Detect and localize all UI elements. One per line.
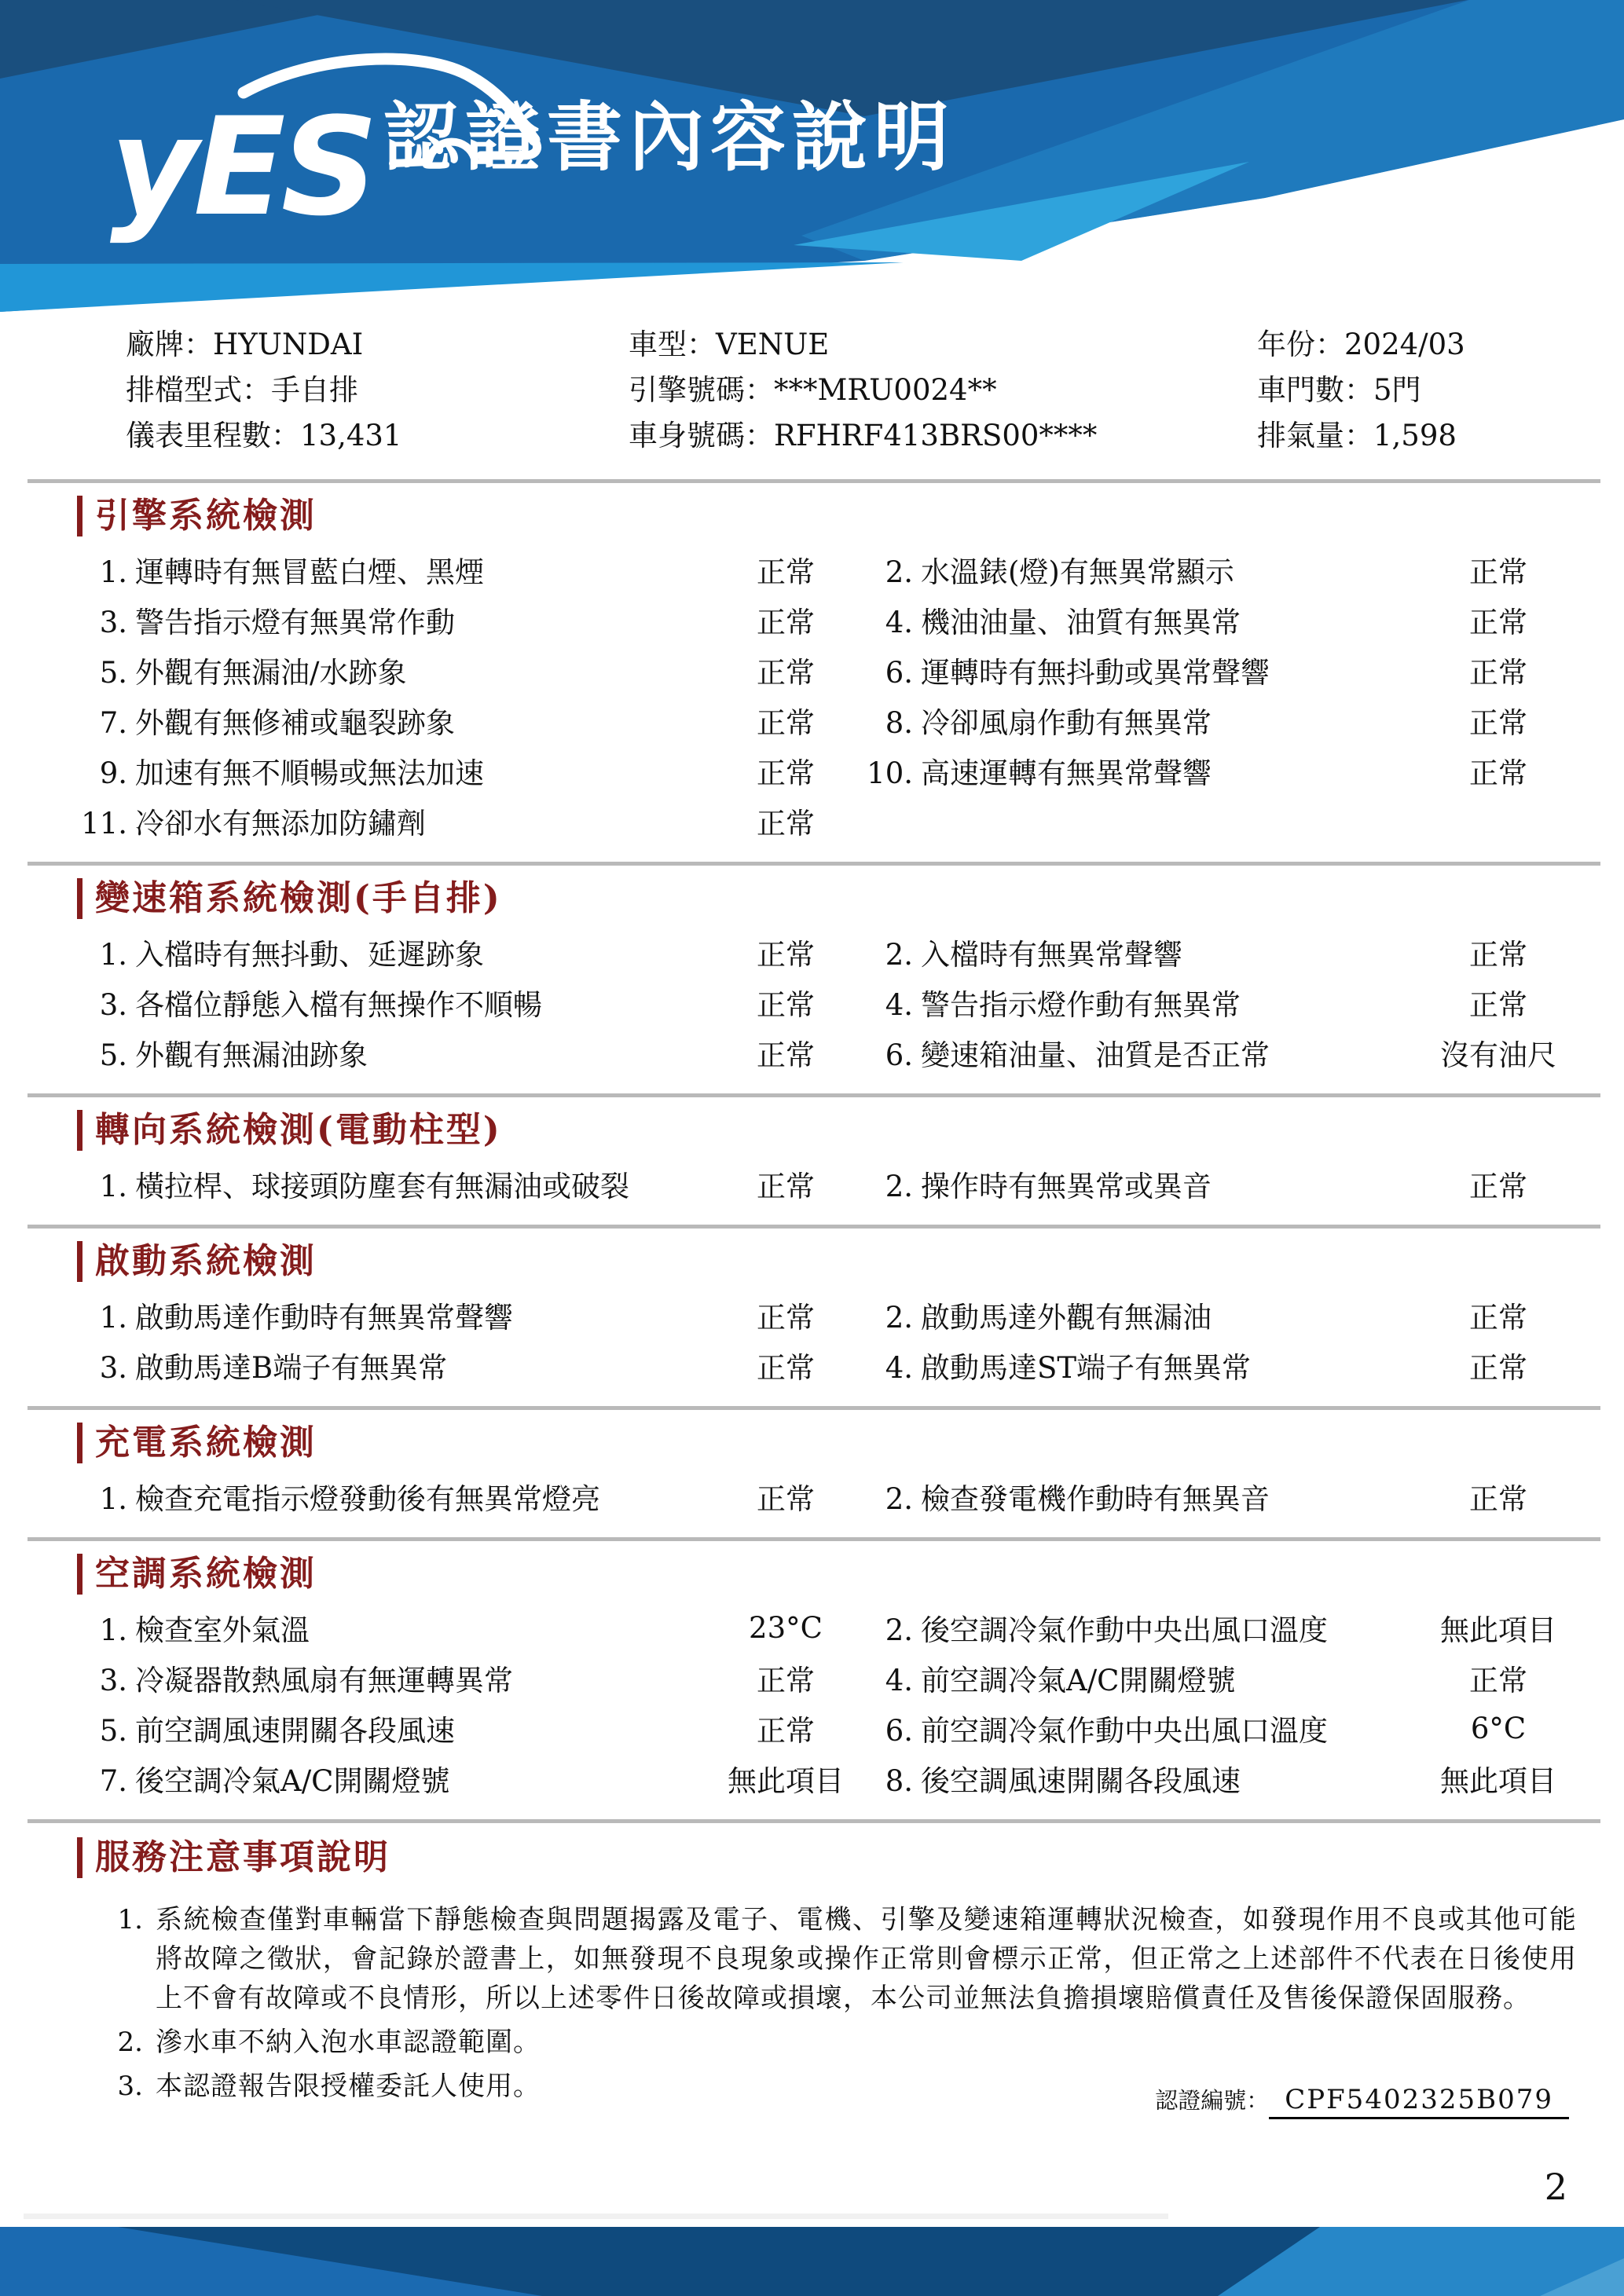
item-text: 前空調冷氣作動中央出風口溫度: [921, 1714, 1328, 1748]
section-title: 空調系統檢測: [95, 1554, 317, 1594]
section-title-row: [77, 878, 1624, 919]
inspection-row: [0, 1290, 1624, 1340]
inspection-section: [0, 1423, 1624, 1541]
item-result: 正常: [757, 1301, 815, 1335]
item-text: 啟動馬達ST端子有無異常: [921, 1351, 1252, 1385]
section-title: 充電系統檢測: [95, 1423, 317, 1463]
note-number: 2.: [117, 2027, 143, 2058]
title-accent-bar: [77, 496, 82, 536]
vehicle-info-field: [126, 368, 629, 413]
vehicle-field-value: 2024/03: [1344, 328, 1465, 361]
inspection-section: [0, 1241, 1624, 1410]
item-number: 3.: [99, 1664, 127, 1697]
item-text: 檢查充電指示燈發動後有無異常燈亮: [135, 1482, 600, 1516]
item-result: 正常: [1469, 656, 1527, 690]
inspection-row: [0, 595, 1624, 645]
item-text: 檢查發電機作動時有無異音: [921, 1482, 1270, 1516]
vehicle-field-value: 1,598: [1373, 419, 1457, 452]
vehicle-field-label: 引擎號碼：: [629, 373, 774, 407]
page-number: 2: [1544, 2166, 1567, 2208]
inspection-item: [79, 981, 707, 1023]
vehicle-field-value: VENUE: [716, 328, 830, 361]
inspection-item: [79, 548, 707, 591]
inspection-row: [0, 1602, 1624, 1653]
item-number: 2.: [885, 938, 913, 972]
service-notes-title: 服務注意事項說明: [95, 1837, 390, 1877]
item-text: 啟動馬達作動時有無異常聲響: [135, 1301, 513, 1335]
item-result: 正常: [757, 807, 815, 840]
item-result: 正常: [1469, 1482, 1527, 1516]
inspection-item: [864, 599, 1404, 641]
item-result: 正常: [757, 1038, 815, 1072]
item-number: 4.: [885, 1351, 913, 1385]
vehicle-info-column: [1257, 322, 1593, 459]
inspection-item: [79, 800, 707, 842]
inspection-item: [864, 931, 1404, 973]
inspection-section: [0, 496, 1624, 866]
item-number: 5.: [99, 656, 127, 690]
title-accent-bar: [77, 1423, 82, 1463]
item-result: 無此項目: [1440, 1613, 1556, 1647]
title-accent-bar: [77, 1110, 82, 1151]
item-text: 橫拉桿、球接頭防塵套有無漏油或破裂: [135, 1170, 629, 1203]
item-text: 啟動馬達B端子有無異常: [135, 1351, 448, 1385]
item-result: 正常: [1469, 988, 1527, 1022]
footer-banner-graphic: [0, 2227, 1624, 2296]
vehicle-info-field: [126, 322, 629, 368]
item-result: 23°C: [749, 1610, 823, 1645]
vehicle-field-value: RFHRF413BRS00****: [774, 419, 1098, 452]
item-text: 外觀有無漏油跡象: [135, 1038, 368, 1072]
item-text: 警告指示燈作動有無異常: [921, 988, 1241, 1022]
note-number: 3.: [117, 2071, 143, 2102]
item-result: 正常: [1469, 706, 1527, 740]
item-result: 正常: [757, 1482, 815, 1516]
page-title: 認證書內容說明: [383, 93, 955, 181]
item-number: 5.: [99, 1714, 127, 1748]
item-number: 3.: [99, 1351, 127, 1385]
item-text: 後空調冷氣作動中央出風口溫度: [921, 1613, 1328, 1647]
separator-line: [27, 1406, 1600, 1410]
inspection-row: [0, 1703, 1624, 1753]
inspection-row: [0, 1753, 1624, 1803]
inspection-item: [864, 749, 1404, 792]
vehicle-info-field: [1257, 322, 1593, 368]
certificate-number-value: CPF5402325B079: [1269, 2084, 1569, 2119]
section-title: 變速箱系統檢測(手自排): [95, 878, 502, 918]
inspection-item: [864, 1657, 1404, 1699]
note-text: 系統檢查僅對車輛當下靜態檢查與問題揭露及電子、電機、引擎及變速箱運轉狀況檢查，如發現作用不良或其他可能將故障之徵狀，會記錄於證書上，如無發現不良現象或操作正常則會標示正常，但正常之上述部件不代表在日後使用上不會有故障或不良情形，所以上述零件日後故障或損壞，本公司並無法負擔損壞賠償責任及售後保證保固服務。: [156, 1904, 1577, 2014]
vehicle-field-label: 年份：: [1257, 328, 1344, 361]
item-result: 無此項目: [1440, 1764, 1556, 1798]
vehicle-info-field: [1257, 413, 1593, 459]
inspection-row: [0, 1340, 1624, 1390]
section-title-row: [77, 1423, 1624, 1463]
inspection-item: [79, 599, 707, 641]
item-text: 運轉時有無冒藍白煙、黑煙: [135, 555, 484, 589]
vehicle-field-label: 車型：: [629, 328, 716, 361]
page-header: [0, 0, 1624, 314]
title-accent-bar: [77, 1241, 82, 1282]
inspection-row: [0, 1471, 1624, 1522]
item-text: 前空調冷氣A/C開關燈號: [921, 1664, 1236, 1697]
item-text: 警告指示燈有無異常作動: [135, 606, 455, 639]
item-result: 正常: [757, 555, 815, 589]
section-rows: [0, 544, 1624, 846]
vehicle-info-field: [629, 322, 1257, 368]
inspection-item: [79, 1707, 707, 1749]
item-text: 後空調冷氣A/C開關燈號: [135, 1764, 450, 1798]
item-text: 運轉時有無抖動或異常聲響: [921, 656, 1270, 690]
inspection-row: [0, 645, 1624, 695]
certificate-number-label: 認證編號：: [1155, 2087, 1270, 2114]
vehicle-field-value: 5門: [1373, 373, 1421, 407]
vehicle-info-field: [126, 413, 629, 459]
inspection-item: [864, 1294, 1404, 1336]
yes-logo-text: yES: [110, 88, 374, 246]
item-result: 正常: [757, 1170, 815, 1203]
item-number: 7.: [99, 1764, 127, 1798]
item-text: 後空調風速開關各段風速: [921, 1764, 1241, 1798]
item-text: 水溫錶(燈)有無異常顯示: [921, 555, 1234, 589]
item-number: 4.: [885, 606, 913, 639]
vehicle-field-value: 13,431: [300, 419, 402, 452]
vehicle-info-column: [126, 322, 629, 459]
inspection-row: [0, 977, 1624, 1027]
item-number: 8.: [885, 1764, 913, 1798]
inspection-section: [0, 1554, 1624, 1823]
item-text: 檢查室外氣溫: [135, 1613, 310, 1647]
item-result: 6°C: [1470, 1711, 1527, 1745]
page-footer: [0, 2227, 1624, 2296]
footer-light-strip: [24, 2214, 1168, 2219]
item-number: 5.: [99, 1038, 127, 1072]
inspection-row: [0, 1653, 1624, 1703]
title-accent-bar: [77, 878, 82, 919]
item-result: 正常: [757, 1351, 815, 1385]
service-notes-title-row: [77, 1837, 1624, 1878]
item-result: 正常: [757, 656, 815, 690]
item-number: 1.: [99, 1613, 127, 1647]
item-number: 7.: [99, 706, 127, 740]
inspection-section: [0, 878, 1624, 1097]
inspection-row: [0, 1159, 1624, 1209]
inspection-item: [864, 1707, 1404, 1749]
inspection-item: [864, 1606, 1404, 1649]
item-number: 9.: [99, 756, 127, 790]
vehicle-field-label: 車身號碼：: [629, 419, 774, 452]
item-text: 入檔時有無異常聲響: [921, 938, 1182, 972]
inspection-sections: [0, 496, 1624, 1823]
vehicle-field-value: ***MRU0024**: [774, 373, 997, 407]
vehicle-field-value: HYUNDAI: [213, 328, 364, 361]
item-result: 正常: [757, 1714, 815, 1748]
inspection-item: [864, 1757, 1404, 1800]
vehicle-info-field: [629, 368, 1257, 413]
section-title: 轉向系統檢測(電動柱型): [95, 1110, 502, 1150]
item-number: 1.: [99, 1482, 127, 1516]
item-text: 啟動馬達外觀有無漏油: [921, 1301, 1212, 1335]
note-text: 本認證報告限授權委託人使用。: [156, 2071, 541, 2102]
section-rows: [0, 1290, 1624, 1390]
inspection-item: [864, 1163, 1404, 1205]
section-title: 引擎系統檢測: [95, 496, 317, 536]
item-text: 操作時有無異常或異音: [921, 1170, 1212, 1203]
item-result: 正常: [757, 756, 815, 790]
title-accent-bar: [77, 1554, 82, 1595]
item-result: 正常: [1469, 1301, 1527, 1335]
item-result: 正常: [757, 938, 815, 972]
vehicle-info-field: [629, 413, 1257, 459]
service-note: [102, 2023, 1577, 2062]
item-number: 6.: [885, 1038, 913, 1072]
item-text: 外觀有無修補或龜裂跡象: [135, 706, 455, 740]
item-number: 3.: [99, 606, 127, 639]
item-number: 10.: [867, 756, 913, 790]
vehicle-field-value: 手自排: [271, 373, 358, 407]
inspection-item: [79, 649, 707, 691]
inspection-row: [0, 796, 1624, 846]
item-text: 冷凝器散熱風扇有無運轉異常: [135, 1664, 513, 1697]
item-number: 1.: [99, 555, 127, 589]
vehicle-info-field: [1257, 368, 1593, 413]
vehicle-field-label: 儀表里程數：: [126, 419, 300, 452]
item-number: 1.: [99, 1170, 127, 1203]
inspection-item: [79, 1031, 707, 1074]
inspection-item: [864, 1344, 1404, 1386]
item-text: 外觀有無漏油/水跡象: [135, 656, 407, 690]
inspection-item: [79, 1344, 707, 1386]
service-note: [102, 1900, 1577, 2018]
note-text: 滲水車不納入泡水車認證範圍。: [156, 2027, 541, 2058]
item-number: 2.: [885, 1482, 913, 1516]
title-accent-bar: [77, 1837, 82, 1878]
item-number: 3.: [99, 988, 127, 1022]
vehicle-field-label: 廠牌：: [126, 328, 213, 361]
separator-line: [27, 862, 1600, 866]
item-text: 各檔位靜態入檔有無操作不順暢: [135, 988, 542, 1022]
item-result: 正常: [757, 606, 815, 639]
vehicle-field-label: 排檔型式：: [126, 373, 271, 407]
item-result: 正常: [757, 1664, 815, 1697]
item-text: 前空調風速開關各段風速: [135, 1714, 455, 1748]
section-rows: [0, 927, 1624, 1078]
inspection-item: [79, 931, 707, 973]
item-text: 冷卻風扇作動有無異常: [921, 706, 1212, 740]
item-result: 無此項目: [728, 1764, 844, 1798]
separator-line: [27, 479, 1600, 483]
inspection-item: [79, 749, 707, 792]
item-number: 6.: [885, 1714, 913, 1748]
inspection-item: [864, 548, 1404, 591]
item-result: 正常: [757, 706, 815, 740]
inspection-item: [79, 1294, 707, 1336]
section-rows: [0, 1159, 1624, 1209]
inspection-row: [0, 927, 1624, 977]
inspection-item: [79, 1657, 707, 1699]
item-number: 8.: [885, 706, 913, 740]
section-rows: [0, 1602, 1624, 1803]
inspection-item: [79, 1757, 707, 1800]
service-notes-list: [102, 1900, 1577, 2106]
inspection-item: [864, 1475, 1404, 1518]
section-title-row: [77, 1554, 1624, 1595]
certificate-number: [1155, 2083, 1569, 2115]
item-number: 11.: [81, 807, 127, 840]
inspection-row: [0, 745, 1624, 796]
inspection-section: [0, 1110, 1624, 1229]
item-result: 正常: [1469, 1170, 1527, 1203]
inspection-item: [864, 981, 1404, 1023]
item-result: 正常: [1469, 606, 1527, 639]
item-result: 正常: [1469, 1351, 1527, 1385]
item-number: 2.: [885, 1170, 913, 1203]
inspection-item: [864, 699, 1404, 742]
item-number: 4.: [885, 1664, 913, 1697]
item-text: 機油油量、油質有無異常: [921, 606, 1241, 639]
inspection-item: [79, 1163, 707, 1205]
item-text: 入檔時有無抖動、延遲跡象: [135, 938, 484, 972]
item-text: 冷卻水有無添加防鏽劑: [135, 807, 426, 840]
item-text: 高速運轉有無異常聲響: [921, 756, 1212, 790]
item-number: 1.: [99, 938, 127, 972]
header-banner-graphic: [0, 0, 1624, 314]
item-text: 變速箱油量、油質是否正常: [921, 1038, 1270, 1072]
inspection-item: [864, 649, 1404, 691]
inspection-item: [79, 1606, 707, 1649]
item-number: 1.: [99, 1301, 127, 1335]
separator-line: [27, 1537, 1600, 1541]
vehicle-info-column: [629, 322, 1257, 459]
item-result: 正常: [757, 988, 815, 1022]
note-number: 1.: [117, 1904, 143, 1935]
item-number: 4.: [885, 988, 913, 1022]
section-title-row: [77, 1110, 1624, 1151]
inspection-item: [79, 1475, 707, 1518]
section-rows: [0, 1471, 1624, 1522]
item-result: 正常: [1469, 756, 1527, 790]
inspection-row: [0, 1027, 1624, 1078]
item-text: 加速有無不順暢或無法加速: [135, 756, 484, 790]
separator-line: [27, 1225, 1600, 1229]
vehicle-info: [0, 314, 1624, 463]
inspection-row: [0, 544, 1624, 595]
inspection-item: [79, 699, 707, 742]
item-result: 正常: [1469, 1664, 1527, 1697]
item-result: 正常: [1469, 938, 1527, 972]
item-result: 沒有油尺: [1440, 1038, 1556, 1072]
section-title: 啟動系統檢測: [95, 1241, 317, 1281]
item-number: 2.: [885, 555, 913, 589]
section-title-row: [77, 1241, 1624, 1282]
separator-line: [27, 1093, 1600, 1097]
item-number: 2.: [885, 1613, 913, 1647]
service-notes-section: [0, 1837, 1624, 2117]
inspection-item: [864, 1031, 1404, 1074]
separator-line: [27, 1819, 1600, 1823]
inspection-row: [0, 695, 1624, 745]
item-result: 正常: [1469, 555, 1527, 589]
item-number: 2.: [885, 1301, 913, 1335]
section-title-row: [77, 496, 1624, 536]
vehicle-field-label: 排氣量：: [1257, 419, 1373, 452]
vehicle-field-label: 車門數：: [1257, 373, 1373, 407]
item-number: 6.: [885, 656, 913, 690]
